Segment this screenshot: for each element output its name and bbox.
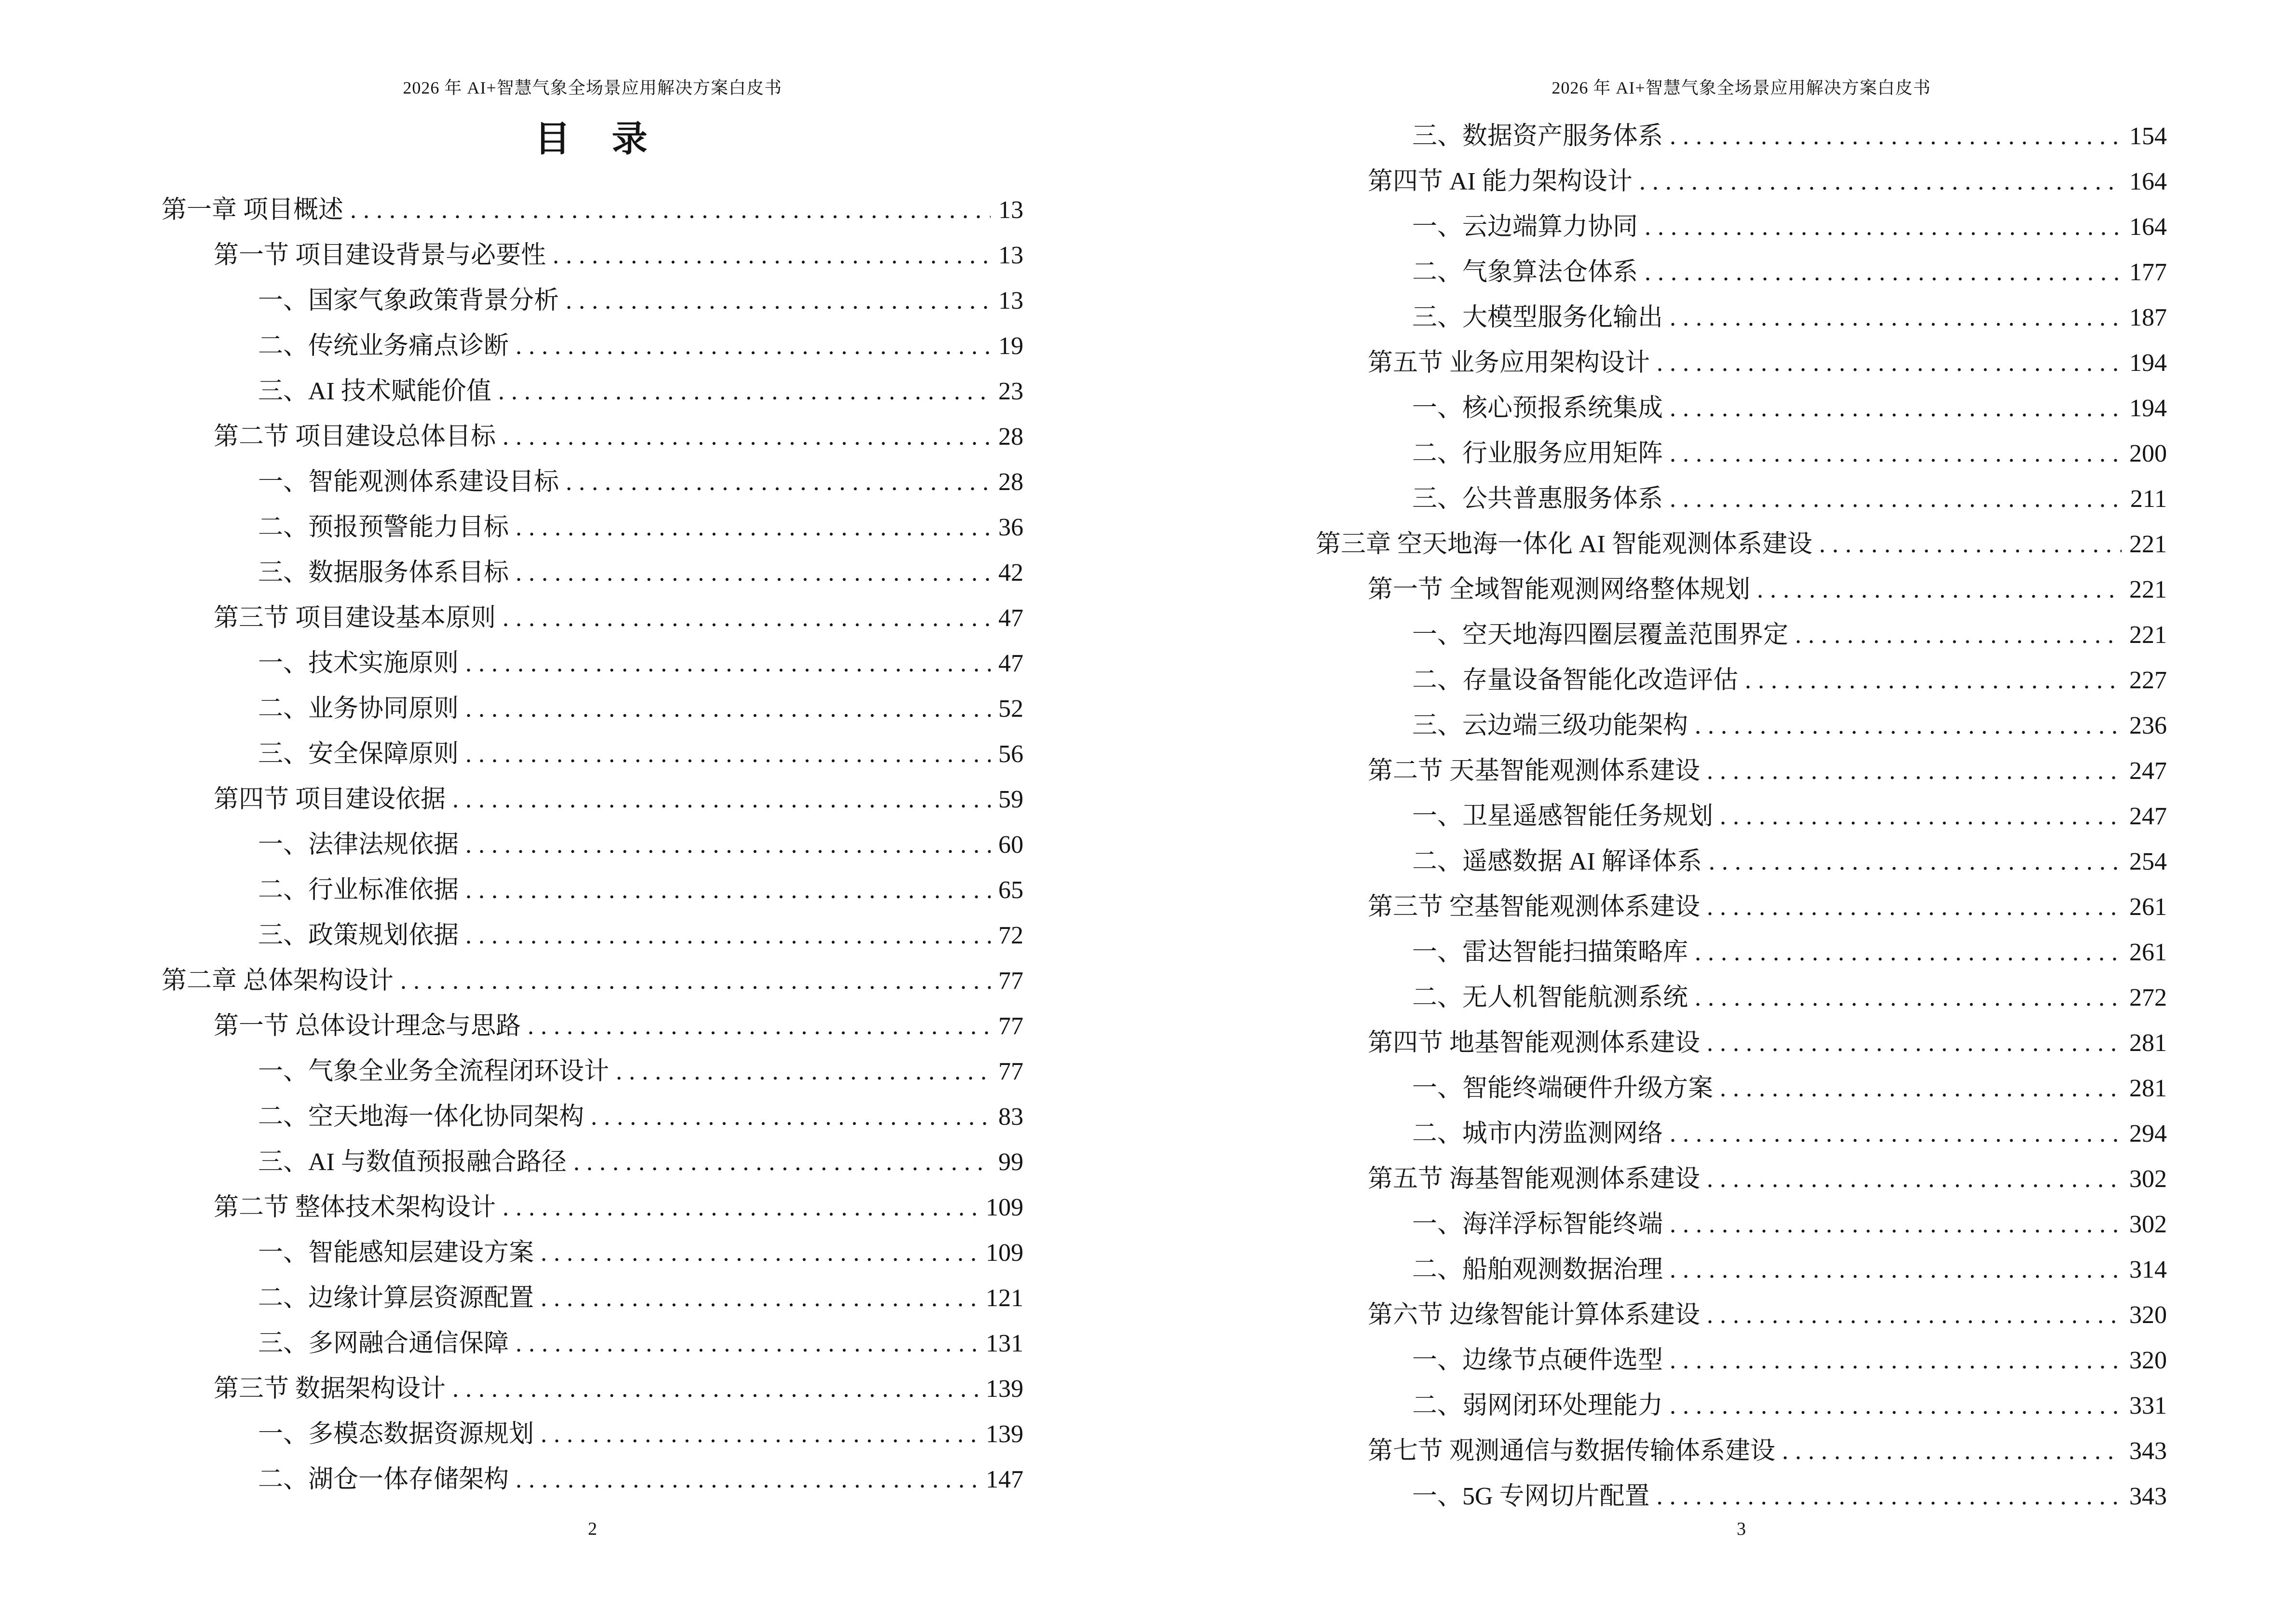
dot-leader <box>1707 1021 2122 1066</box>
toc-entry <box>1316 749 2167 794</box>
toc-entry-page: 13 <box>998 287 1023 314</box>
toc-entry <box>1316 1066 2167 1111</box>
toc-entry-label: 二、遥感数据 AI 解译体系 <box>1412 848 1702 875</box>
toc-entry <box>162 732 1023 777</box>
toc-entry <box>162 233 1023 278</box>
toc-entry-page: 236 <box>2129 712 2167 739</box>
toc-entry-page: 320 <box>2129 1301 2167 1329</box>
toc-entry-label: 三、云边端三级功能架构 <box>1412 712 1688 739</box>
dot-leader <box>1707 1293 2122 1338</box>
dot-leader <box>1695 975 2122 1021</box>
toc-entry-label: 一、气象全业务全流程闭环设计 <box>258 1058 610 1085</box>
toc-entry <box>162 868 1023 913</box>
toc-entry-label: 第二节 天基智能观测体系建设 <box>1368 757 1701 785</box>
toc-entry <box>162 641 1023 686</box>
dot-leader <box>1709 839 2122 885</box>
running-header-left: 2026 年 AI+智慧气象全场景应用解决方案白皮书 <box>403 78 782 97</box>
toc-entry <box>1316 567 2167 613</box>
dot-leader <box>1745 658 2122 703</box>
toc-entry-label: 一、法律法规依据 <box>258 831 459 859</box>
toc-entry <box>1316 975 2167 1021</box>
toc-entry <box>1316 1202 2167 1247</box>
toc-entry <box>162 913 1023 958</box>
dot-leader <box>1720 1066 2122 1111</box>
toc-entry-label: 一、云边端算力协同 <box>1412 213 1638 241</box>
dot-leader <box>1795 613 2122 658</box>
toc-entry-page: 302 <box>2129 1211 2167 1238</box>
toc-entry <box>162 414 1023 460</box>
toc-entry <box>1316 839 2167 885</box>
toc-entry-label: 二、城市内涝监测网络 <box>1412 1120 1663 1147</box>
toc-entry-page: 77 <box>998 1058 1023 1085</box>
toc-entry <box>162 505 1023 550</box>
toc-entry <box>162 1366 1023 1412</box>
dot-leader <box>1757 567 2122 613</box>
toc-entry-label: 二、行业标准依据 <box>258 876 459 904</box>
dot-leader <box>503 596 991 641</box>
toc-entry-label: 一、智能感知层建设方案 <box>258 1239 534 1267</box>
dot-leader <box>566 278 991 324</box>
toc-entry <box>1316 250 2167 295</box>
toc-entry-label: 三、公共普惠服务体系 <box>1412 485 1663 513</box>
toc-entry <box>162 1230 1023 1276</box>
toc-entry-label: 第一节 项目建设背景与必要性 <box>214 242 546 269</box>
dot-leader <box>465 641 991 686</box>
dot-leader <box>516 505 991 550</box>
toc-entry <box>1316 522 2167 567</box>
toc-entry <box>1316 1293 2167 1338</box>
dot-leader <box>566 460 991 505</box>
toc-entry-page: 177 <box>2129 259 2167 286</box>
dot-leader <box>1670 1383 2122 1429</box>
toc-entry-label: 三、政策规划依据 <box>258 922 459 949</box>
dot-leader <box>452 1366 978 1412</box>
toc-entry-label: 第四节 项目建设依据 <box>214 786 446 813</box>
toc-entry-label: 二、无人机智能航测系统 <box>1412 984 1688 1011</box>
toc-entry <box>162 1185 1023 1230</box>
dot-leader <box>1670 431 2122 477</box>
dot-leader <box>1782 1429 2122 1474</box>
dot-leader <box>1670 477 2123 522</box>
toc-entry <box>162 686 1023 732</box>
toc-entry-label: 三、多网融合通信保障 <box>258 1330 509 1357</box>
toc-entry-label: 一、海洋浮标智能终端 <box>1412 1211 1663 1238</box>
toc-entry <box>1316 1247 2167 1293</box>
dot-leader <box>1819 522 2122 567</box>
dot-leader <box>528 1004 991 1049</box>
toc-entry-label: 二、业务协同原则 <box>258 695 459 723</box>
dot-leader <box>516 1457 978 1502</box>
toc-entries-right <box>1316 114 2167 1519</box>
toc-entry <box>1316 431 2167 477</box>
toc-entry <box>1316 114 2167 159</box>
toc-entry-page: 139 <box>986 1375 1023 1403</box>
toc-entry <box>162 777 1023 822</box>
toc-entry-label: 第一节 全域智能观测网络整体规划 <box>1368 576 1751 603</box>
toc-entry <box>1316 1429 2167 1474</box>
toc-entry-label: 三、安全保障原则 <box>258 740 459 768</box>
dot-leader <box>1670 114 2122 159</box>
toc-entry-label: 二、行业服务应用矩阵 <box>1412 440 1663 467</box>
dot-leader <box>465 868 991 913</box>
dot-leader <box>498 369 991 414</box>
toc-entry-page: 194 <box>2129 349 2167 377</box>
toc-entry-label: 一、智能终端硬件升级方案 <box>1412 1075 1714 1102</box>
toc-entry-page: 294 <box>2129 1120 2167 1147</box>
toc-entry <box>162 1457 1023 1502</box>
toc-entry-page: 59 <box>998 786 1023 813</box>
toc-entry <box>1316 295 2167 341</box>
toc-entry-label: 二、预报预警能力目标 <box>258 514 509 541</box>
dot-leader <box>616 1049 991 1094</box>
toc-entry-page: 164 <box>2129 213 2167 241</box>
toc-entry <box>162 550 1023 596</box>
toc-entry-page: 47 <box>998 650 1023 677</box>
dot-leader <box>1670 1202 2122 1247</box>
toc-entry-label: 一、技术实施原则 <box>258 650 459 677</box>
toc-entry <box>1316 613 2167 658</box>
dot-leader <box>1695 930 2122 975</box>
toc-entry-page: 47 <box>998 604 1023 632</box>
toc-entry-label: 二、气象算法仓体系 <box>1412 259 1638 286</box>
toc-entry <box>162 188 1023 233</box>
toc-entry-label: 三、数据资产服务体系 <box>1412 123 1663 150</box>
toc-entry-page: 343 <box>2129 1437 2167 1465</box>
toc-entry-label: 一、核心预报系统集成 <box>1412 395 1663 422</box>
toc-entry-page: 42 <box>998 559 1023 587</box>
toc-entry-page: 13 <box>998 196 1023 224</box>
toc-entry <box>1316 1021 2167 1066</box>
toc-entry-page: 314 <box>2129 1256 2167 1283</box>
toc-entry-page: 147 <box>986 1466 1023 1493</box>
dot-leader <box>516 1321 978 1366</box>
toc-entry <box>162 1094 1023 1140</box>
toc-entry-page: 52 <box>998 695 1023 723</box>
dot-leader <box>1707 749 2122 794</box>
toc-entry <box>1316 885 2167 930</box>
toc-entry-label: 第二章 总体架构设计 <box>162 967 394 995</box>
toc-entry <box>162 596 1023 641</box>
toc-entry <box>162 369 1023 414</box>
dot-leader <box>1670 1247 2122 1293</box>
toc-entry-label: 第一节 总体设计理念与思路 <box>214 1012 521 1040</box>
dot-leader <box>1707 885 2122 930</box>
toc-entry <box>1316 386 2167 431</box>
toc-entry <box>162 278 1023 324</box>
page-right <box>1144 0 2287 1624</box>
dot-leader <box>350 188 991 233</box>
toc-entry-page: 72 <box>998 922 1023 949</box>
toc-entry-label: 三、AI 技术赋能价值 <box>258 378 491 405</box>
toc-entry <box>1316 1338 2167 1383</box>
toc-entry-page: 65 <box>998 876 1023 904</box>
dot-leader <box>1707 1157 2122 1202</box>
toc-entry <box>1316 477 2167 522</box>
toc-entry-label: 一、多模态数据资源规划 <box>258 1420 534 1448</box>
toc-entry-label: 第七节 观测通信与数据传输体系建设 <box>1368 1437 1776 1465</box>
toc-entry-page: 221 <box>2129 621 2167 649</box>
dot-leader <box>541 1230 978 1276</box>
toc-entry-label: 第四节 AI 能力架构设计 <box>1368 168 1633 195</box>
toc-entry <box>1316 703 2167 749</box>
toc-entry <box>162 460 1023 505</box>
dot-leader <box>465 686 991 732</box>
toc-entry-page: 343 <box>2129 1483 2167 1510</box>
toc-entry-page: 131 <box>986 1330 1023 1357</box>
toc-entry-page: 272 <box>2129 984 2167 1011</box>
toc-entry-label: 三、AI 与数值预报融合路径 <box>258 1148 567 1176</box>
toc-entry-label: 二、传统业务痛点诊断 <box>258 332 509 360</box>
toc-entry <box>1316 341 2167 386</box>
dot-leader <box>1657 341 2122 386</box>
toc-entry-label: 第三节 项目建设基本原则 <box>214 604 496 632</box>
dot-leader <box>1670 295 2122 341</box>
dot-leader <box>1657 1474 2122 1519</box>
toc-entry-page: 83 <box>998 1103 1023 1131</box>
toc-entry-page: 99 <box>998 1148 1023 1176</box>
toc-entry-label: 一、雷达智能扫描策略库 <box>1412 939 1688 966</box>
page-number-right: 3 <box>1737 1519 1746 1539</box>
toc-entry <box>162 822 1023 868</box>
toc-entry <box>1316 658 2167 703</box>
toc-entry-page: 247 <box>2129 803 2167 830</box>
toc-entry-page: 194 <box>2129 395 2167 422</box>
toc-entry-page: 77 <box>998 967 1023 995</box>
dot-leader <box>400 958 991 1004</box>
toc-entry-label: 一、边缘节点硬件选型 <box>1412 1347 1663 1374</box>
dot-leader <box>503 414 991 460</box>
toc-entry <box>162 1412 1023 1457</box>
dot-leader <box>541 1276 978 1321</box>
toc-entry-label: 第一章 项目概述 <box>162 196 344 224</box>
dot-leader <box>591 1094 991 1140</box>
toc-entry <box>1316 1383 2167 1429</box>
toc-entry-page: 28 <box>998 423 1023 450</box>
dot-leader <box>503 1185 978 1230</box>
toc-entry-label: 三、大模型服务化输出 <box>1412 304 1663 331</box>
dot-leader <box>1720 794 2122 839</box>
dot-leader <box>1645 250 2122 295</box>
running-header-right: 2026 年 AI+智慧气象全场景应用解决方案白皮书 <box>1552 78 1931 97</box>
toc-entry <box>1316 205 2167 250</box>
toc-entry-label: 一、国家气象政策背景分析 <box>258 287 559 314</box>
toc-entry <box>1316 794 2167 839</box>
toc-entry-label: 二、存量设备智能化改造评估 <box>1412 667 1739 694</box>
toc-entry-label: 一、5G 专网切片配置 <box>1412 1483 1650 1510</box>
toc-entry-page: 121 <box>986 1284 1023 1312</box>
toc-entry-page: 77 <box>998 1012 1023 1040</box>
toc-entry-page: 247 <box>2129 757 2167 785</box>
toc-entry <box>162 1049 1023 1094</box>
toc-entry-page: 261 <box>2129 893 2167 921</box>
toc-entry-label: 第三节 数据架构设计 <box>214 1375 446 1403</box>
dot-leader <box>1670 1338 2122 1383</box>
dot-leader <box>573 1140 991 1185</box>
toc-entry-label: 第三章 空天地海一体化 AI 智能观测体系建设 <box>1316 531 1812 558</box>
toc-entry-page: 139 <box>986 1420 1023 1448</box>
toc-entry-label: 二、弱网闭环处理能力 <box>1412 1392 1663 1419</box>
toc-entry-label: 二、湖仓一体存储架构 <box>258 1466 509 1493</box>
toc-entry <box>1316 159 2167 205</box>
toc-entry-label: 第六节 边缘智能计算体系建设 <box>1368 1301 1701 1329</box>
dot-leader <box>1670 1111 2122 1157</box>
toc-entry-label: 二、船舶观测数据治理 <box>1412 1256 1663 1283</box>
toc-entry-page: 302 <box>2129 1165 2167 1193</box>
toc-entry-page: 221 <box>2129 531 2167 558</box>
toc-entry-page: 227 <box>2129 667 2167 694</box>
toc-entry-page: 320 <box>2129 1347 2167 1374</box>
dot-leader <box>465 913 991 958</box>
toc-entry-page: 23 <box>998 378 1023 405</box>
toc-entry-page: 56 <box>998 740 1023 768</box>
dot-leader <box>516 550 991 596</box>
toc-entry-page: 261 <box>2129 939 2167 966</box>
dot-leader <box>516 324 991 369</box>
toc-entry-page: 211 <box>2130 485 2167 513</box>
dot-leader <box>1670 386 2122 431</box>
toc-entry-label: 一、空天地海四圈层覆盖范围界定 <box>1412 621 1789 649</box>
toc-entry <box>1316 930 2167 975</box>
toc-entry <box>162 958 1023 1004</box>
toc-entry-label: 第五节 业务应用架构设计 <box>1368 349 1650 377</box>
dot-leader <box>465 732 991 777</box>
toc-entry-label: 第四节 地基智能观测体系建设 <box>1368 1029 1701 1057</box>
toc-entry-label: 第二节 项目建设总体目标 <box>214 423 496 450</box>
toc-entry-page: 19 <box>998 332 1023 360</box>
toc-entry-page: 281 <box>2129 1029 2167 1057</box>
toc-entry-page: 331 <box>2129 1392 2167 1419</box>
dot-leader <box>553 233 991 278</box>
toc-entry-label: 二、边缘计算层资源配置 <box>258 1284 534 1312</box>
toc-entry-label: 一、卫星遥感智能任务规划 <box>1412 803 1714 830</box>
toc-entry <box>162 324 1023 369</box>
toc-entry <box>162 1321 1023 1366</box>
toc-entry-page: 28 <box>998 468 1023 496</box>
dot-leader <box>465 822 991 868</box>
dot-leader <box>1695 703 2122 749</box>
toc-entry <box>1316 1474 2167 1519</box>
toc-entry-label: 第三节 空基智能观测体系建设 <box>1368 893 1701 921</box>
toc-entry-label: 一、智能观测体系建设目标 <box>258 468 559 496</box>
toc-entry-label: 第五节 海基智能观测体系建设 <box>1368 1165 1701 1193</box>
toc-entry-page: 154 <box>2129 123 2167 150</box>
dot-leader <box>1645 205 2122 250</box>
toc-entry <box>1316 1111 2167 1157</box>
toc-entry-page: 221 <box>2129 576 2167 603</box>
toc-entry-label: 第二节 整体技术架构设计 <box>214 1194 496 1221</box>
toc-entry-page: 13 <box>998 242 1023 269</box>
toc-entry-page: 200 <box>2129 440 2167 467</box>
toc-entry-page: 187 <box>2129 304 2167 331</box>
toc-entry-page: 164 <box>2129 168 2167 195</box>
toc-entry-page: 109 <box>986 1239 1023 1267</box>
toc-entry <box>162 1276 1023 1321</box>
toc-entry <box>162 1004 1023 1049</box>
toc-entry-page: 281 <box>2129 1075 2167 1102</box>
toc-entry <box>162 1140 1023 1185</box>
dot-leader <box>541 1412 978 1457</box>
toc-entry-page: 254 <box>2129 848 2167 875</box>
page-number-left: 2 <box>588 1519 597 1539</box>
dot-leader <box>452 777 991 822</box>
toc-entry-page: 60 <box>998 831 1023 859</box>
toc-entry-label: 三、数据服务体系目标 <box>258 559 509 587</box>
toc-title: 目 录 <box>534 120 651 159</box>
toc-entries-left <box>162 188 1023 1502</box>
dot-leader <box>1639 159 2122 205</box>
toc-entry-page: 109 <box>986 1194 1023 1221</box>
toc-entry <box>1316 1157 2167 1202</box>
toc-entry-label: 二、空天地海一体化协同架构 <box>258 1103 585 1131</box>
toc-entry-page: 36 <box>998 514 1023 541</box>
